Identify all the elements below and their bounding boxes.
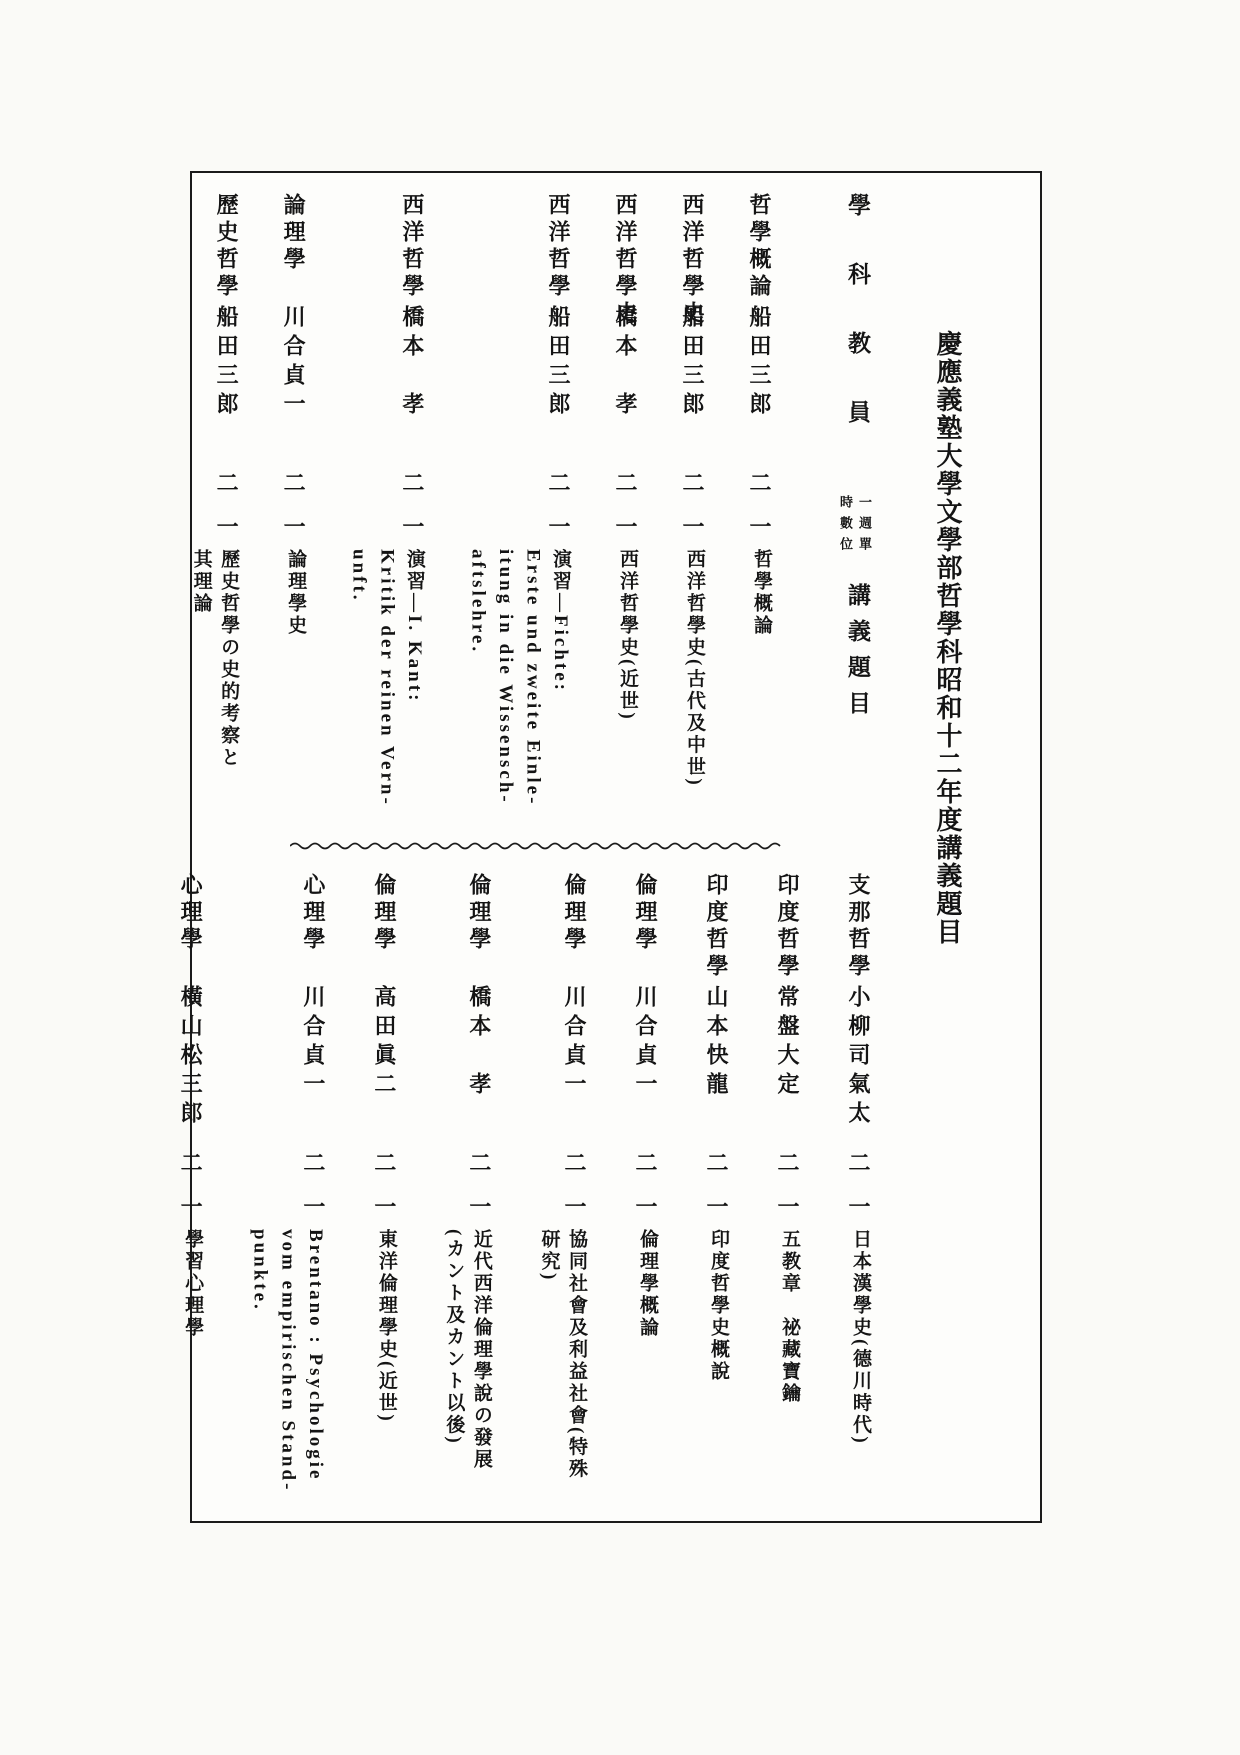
course-weekly-hours: 二 <box>399 471 425 493</box>
course-weekly-hours: 二 <box>846 1151 871 1173</box>
course-column <box>772 873 803 1515</box>
header-lecture-topic-label: 講義題目 <box>845 583 870 727</box>
course-weekly-hours: 二 <box>562 1151 587 1173</box>
course-units: 一 <box>466 1195 492 1217</box>
course-weekly-hours: 二 <box>546 471 571 493</box>
course-subject: 西洋哲學史 <box>680 193 705 328</box>
course-units: 一 <box>300 1195 326 1217</box>
course-units: 一 <box>846 1195 871 1217</box>
course-topic: 近代西洋倫理學說の發展 (カント及カント以後) <box>443 1229 492 1471</box>
header-hours-label-right: 一週單 <box>857 495 872 558</box>
course-instructor: 船田三郎 <box>680 305 705 421</box>
course-units: 一 <box>747 515 772 537</box>
course-topic: 印度哲學史概說 <box>708 1229 729 1383</box>
course-units: 一 <box>399 515 425 537</box>
course-units: 一 <box>633 1195 658 1217</box>
course-instructor: 船田三郎 <box>214 305 240 421</box>
course-instructor: 橋本 孝 <box>399 305 425 421</box>
course-weekly-hours: 二 <box>466 1151 492 1173</box>
course-weekly-hours: 二 <box>680 471 705 493</box>
course-subject: 西洋哲學 <box>399 193 425 301</box>
course-column <box>535 873 590 1515</box>
course-column <box>369 873 400 1515</box>
course-topic: Brentano : Psychologie vom empirischen Stand- punkte. <box>249 1229 326 1493</box>
course-instructor: 橋本 孝 <box>613 305 638 421</box>
course-units: 一 <box>704 1195 729 1217</box>
course-column <box>630 873 661 1515</box>
course-subject: 論理學 <box>281 193 307 274</box>
course-weekly-hours: 二 <box>371 1151 397 1173</box>
course-weekly-hours: 二 <box>281 471 307 493</box>
course-weekly-hours: 二 <box>633 1151 658 1173</box>
course-weekly-hours: 二 <box>214 471 240 493</box>
course-instructor: 山本快龍 <box>704 985 729 1101</box>
course-subject: 印度哲學 <box>704 873 729 981</box>
course-instructor: 高田眞二 <box>371 985 397 1101</box>
upper-course-band <box>187 193 775 845</box>
course-topic: 協同社會及利益社會(特殊 研究) <box>538 1229 587 1481</box>
lower-course-band <box>175 873 874 1515</box>
course-topic: 演習―Fichte: Erste und zweite Einle- itung in die Wissensch- aftslehre. <box>467 549 571 807</box>
course-weekly-hours: 二 <box>300 1151 326 1173</box>
course-instructor: 小柳司氣太 <box>846 985 871 1130</box>
course-topic: 西洋哲學史(古代及中世) <box>684 549 705 788</box>
course-topic: 倫理學概論 <box>637 1229 658 1339</box>
course-subject: 西洋哲學 <box>546 193 571 301</box>
course-instructor: 船田三郎 <box>747 305 772 421</box>
course-units: 一 <box>775 1195 800 1217</box>
course-instructor: 船田三郎 <box>546 305 571 421</box>
course-column <box>246 873 329 1515</box>
course-column <box>843 873 874 1515</box>
course-subject: 心理學 <box>300 873 326 954</box>
wavy-divider <box>290 841 790 850</box>
course-column <box>744 193 775 845</box>
course-column <box>175 873 206 1515</box>
course-column <box>187 193 242 845</box>
course-units: 一 <box>214 515 240 537</box>
course-subject: 心理學 <box>178 873 204 954</box>
course-weekly-hours: 二 <box>178 1151 204 1173</box>
course-column <box>464 193 574 845</box>
course-weekly-hours: 二 <box>775 1151 800 1173</box>
course-units: 一 <box>281 515 307 537</box>
course-topic: 哲學概論 <box>751 549 772 637</box>
course-weekly-hours: 二 <box>747 471 772 493</box>
table-header-column <box>836 193 874 923</box>
course-subject: 倫理學 <box>466 873 492 954</box>
course-instructor: 川合貞一 <box>633 985 658 1101</box>
course-subject: 哲學概論 <box>747 193 772 301</box>
course-topic: 演習―I. Kant: Kritik der reinen Vern- unft. <box>348 549 425 807</box>
course-instructor: 常盤大定 <box>775 985 800 1101</box>
course-subject: 倫理學 <box>562 873 587 954</box>
course-topic: 歷史哲學の史的考察と 其理論 <box>190 549 240 769</box>
course-subject: 支那哲學 <box>846 873 871 981</box>
course-units: 一 <box>680 515 705 537</box>
course-subject: 倫理學 <box>371 873 397 954</box>
course-subject: 歷史哲學 <box>214 193 240 301</box>
course-topic: 五教章 祕藏寶鑰 <box>779 1229 800 1405</box>
course-instructor: 川合貞一 <box>300 985 326 1101</box>
course-subject: 倫理學 <box>633 873 658 954</box>
course-weekly-hours: 二 <box>613 471 638 493</box>
course-column <box>677 193 708 845</box>
page-title: 慶應義塾大學文學部哲學科昭和十二年度講義題目 <box>933 330 962 946</box>
course-units: 一 <box>178 1195 204 1217</box>
course-column <box>701 873 732 1515</box>
header-subject-instructor-label: 學科教員 <box>845 193 870 469</box>
header-hours-label-left: 時數位 <box>838 495 853 558</box>
course-column <box>610 193 641 845</box>
course-column <box>278 193 309 845</box>
course-topic: 日本漢學史(德川時代) <box>850 1229 871 1446</box>
course-units: 一 <box>613 515 638 537</box>
course-topic: 東洋倫理學史(近世) <box>375 1229 397 1424</box>
page-border-box <box>178 171 1042 1523</box>
course-units: 一 <box>562 1195 587 1217</box>
course-instructor: 橋本 孝 <box>466 985 492 1101</box>
header-weekly-hours-units-label <box>836 495 874 583</box>
course-units: 一 <box>371 1195 397 1217</box>
course-instructor: 橫山松三郎 <box>178 985 204 1130</box>
course-subject: 印度哲學 <box>775 873 800 981</box>
course-instructor: 川合貞一 <box>562 985 587 1101</box>
course-instructor: 川合貞一 <box>281 305 307 421</box>
course-subject: 西洋哲學史 <box>613 193 638 328</box>
course-units: 一 <box>546 515 571 537</box>
course-column <box>440 873 495 1515</box>
course-column <box>345 193 428 845</box>
course-topic: 論理學史 <box>285 549 307 637</box>
course-weekly-hours: 二 <box>704 1151 729 1173</box>
course-topic: 西洋哲學史(近世) <box>617 549 638 722</box>
course-topic: 學習心理學 <box>182 1229 204 1339</box>
